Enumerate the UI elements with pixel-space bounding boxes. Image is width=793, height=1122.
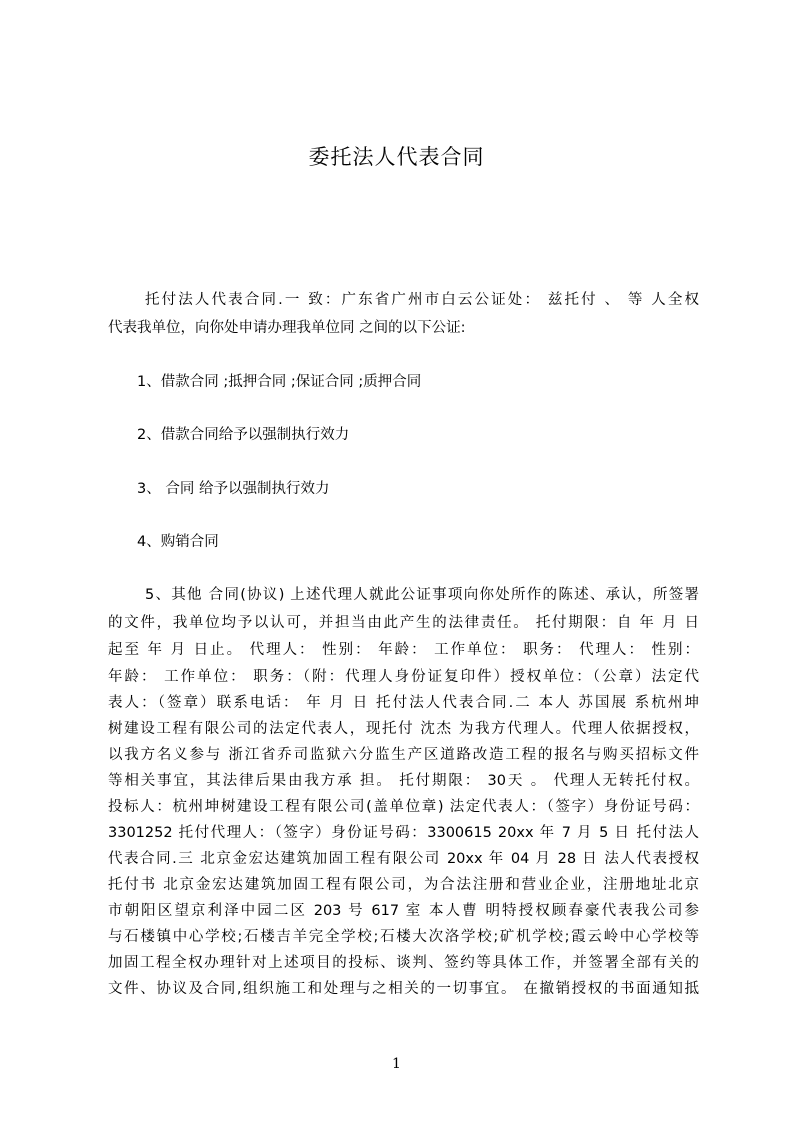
paragraph-line: 年龄： 工作单位： 职务：（附：代理人身份证复印件）授权单位：（公章）法定代 bbox=[108, 669, 699, 685]
list-item: 1、借款合同 ;抵押合同 ;保证合同 ;质押合同 bbox=[137, 374, 422, 390]
paragraph-line: 3301252 托付代理人：（签字）身份证号码：3300615 20xx 年 7 月 5 日 托付法人 bbox=[108, 825, 699, 841]
paragraph-line: 等相关事宜，其法律后果由我方承 担。 托付期限： 30天 。 代理人无转托付权。 bbox=[108, 773, 699, 789]
paragraph-line: 代表合同.三 北京金宏达建筑加固工程有限公司 20xx 年 04 月 28 日 法人代表授权 bbox=[108, 851, 699, 867]
paragraph-line: 市朝阳区望京利泽中园二区 203 号 617 室 本人曹 明特授权顾春豪代表我公司参 bbox=[108, 903, 699, 919]
document-title: 委托法人代表合同 bbox=[308, 145, 485, 169]
list-item: 3、 合同 给予以强制执行效力 bbox=[137, 481, 330, 497]
paragraph-line: 树建设工程有限公司的法定代表人，现托付 沈杰 为我方代理人。代理人依据授权， bbox=[108, 721, 699, 737]
paragraph-line: 托付书 北京金宏达建筑加固工程有限公司，为合法注册和营业企业，注册地址北京 bbox=[108, 877, 699, 893]
paragraph-line: 代表我单位，向你处申请办理我单位同 之间的以下公证: bbox=[108, 320, 466, 336]
paragraph-line: 以我方名义参与 浙江省乔司监狱六分监生产区道路改造工程的报名与购买招标文件 bbox=[108, 747, 699, 763]
paragraph-line: 投标人：杭州坤树建设工程有限公司(盖单位章) 法定代表人：（签字）身份证号码： bbox=[108, 799, 699, 815]
page-number: 1 bbox=[392, 1056, 401, 1072]
paragraph-line: 与石楼镇中心学校;石楼吉羊完全学校;石楼大次洛学校;矿机学校;霞云岭中心学校等 bbox=[108, 929, 699, 945]
paragraph-line: 托付法人代表合同.一 致：广东省广州市白云公证处： 兹托付 、 等 人全权 bbox=[145, 292, 699, 308]
paragraph-line: 表人：（签章）联系电话： 年 月 日 托付法人代表合同.二 本人 苏国展 系杭州坤 bbox=[108, 695, 699, 711]
paragraph-line: 起至 年 月 日止。 代理人： 性别： 年龄： 工作单位： 职务： 代理人： 性别： bbox=[108, 642, 699, 658]
list-item: 2、借款合同给予以强制执行效力 bbox=[137, 427, 350, 443]
list-item: 4、购销合同 bbox=[137, 534, 219, 550]
paragraph-line: 的文件，我单位均予以认可，并担当由此产生的法律责任。 托付期限：自 年 月 日 bbox=[108, 615, 699, 631]
paragraph-line: 5、其他 合同(协议) 上述代理人就此公证事项向你处所作的陈述、承认，所签署 bbox=[145, 587, 699, 603]
paragraph-line: 文件、协议及合同,组织施工和处理与之相关的一切事宜。 在撤销授权的书面通知抵 bbox=[108, 981, 699, 997]
paragraph-line: 加固工程全权办理针对上述项目的投标、谈判、签约等具体工作，并签署全部有关的 bbox=[108, 955, 699, 971]
